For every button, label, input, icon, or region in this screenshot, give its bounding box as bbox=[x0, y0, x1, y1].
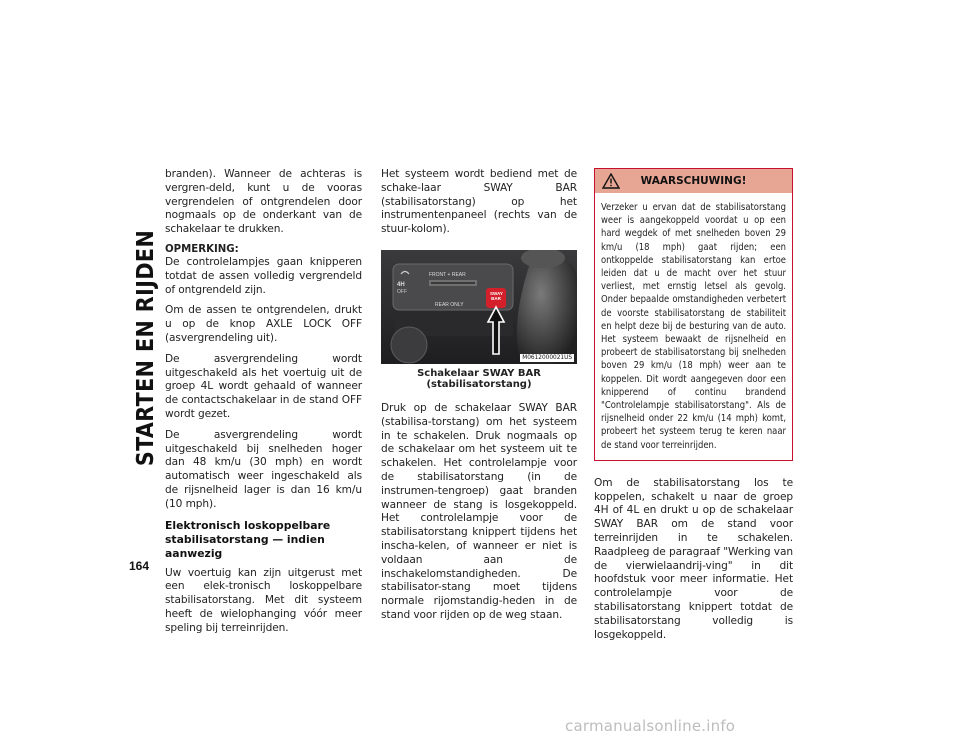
note-label: OPMERKING: bbox=[165, 243, 239, 255]
paragraph: branden). Wanneer de achteras is vergren-deld, kunt u de vooras vergrendelen of ontgrendelen door nogmaals op de onderkant van de schakelaar te drukken. bbox=[165, 168, 362, 236]
page-number: 164 bbox=[129, 559, 150, 573]
note-text: De controlelampjes gaan knipperen totdat de assen volledig vergrendeld of ontgrendeld zijn. bbox=[165, 255, 362, 296]
paragraph: De asvergrendeling wordt uitgeschakeld als het voertuig uit de groep 4L wordt gehaald of wanneer de contactschakelaar in de stand OFF wordt gezet. bbox=[165, 352, 362, 420]
figure-code: M0612000021US bbox=[522, 354, 572, 361]
figure-caption: Schakelaar SWAY BAR (stabilisatorstang) bbox=[417, 367, 541, 390]
warning-triangle-icon bbox=[602, 173, 620, 189]
panel-label-rear-only: REAR ONLY bbox=[435, 301, 464, 308]
sway-bar-switch-label: SWAY BAR bbox=[490, 290, 503, 301]
paragraph: Uw voertuig kan zijn uitgerust met een elek-tronisch loskoppelbare stabilisatorstang. Met dit systeem heeft de wielophanging vóór meer speling bij terreinrijden. bbox=[165, 566, 362, 634]
paragraph: Het systeem wordt bediend met de schake-laar SWAY BAR (stabilisatorstang) op het instrumentenpaneel (rechts van de stuur-kolom). bbox=[381, 168, 577, 236]
mode-label-4h: 4H bbox=[397, 281, 405, 288]
warning-header bbox=[595, 169, 792, 193]
warning-title: WAARSCHUWING! bbox=[640, 175, 747, 187]
panel-label-front-rear: FRONT + REAR bbox=[429, 271, 466, 278]
paragraph: De asvergrendeling wordt uitgeschakeld bij snelheden hoger dan 48 km/u (30 mph) en wordt automatisch weer ingeschakeld als de rijsnelheid lager is dan 16 km/u (10 mph). bbox=[165, 428, 362, 510]
paragraph: Om de stabilisatorstang los te koppelen, schakelt u naar de groep 4H of 4L en drukt u op de schakelaar SWAY BAR om de stand voor terreinrijden in te schakelen. Raadpleeg de paragraaf "Werking van de vierwielaandrij-ving" in dit hoofdstuk voor meer informatie. Het controlelampje voor de stabilisatorstang knippert totdat de stabilisatorstang volledig is losgekoppeld. bbox=[594, 476, 793, 641]
sway-bar-switch-photo bbox=[381, 250, 577, 364]
section-title: STARTEN EN RIJDEN bbox=[133, 229, 159, 467]
column-2 bbox=[381, 168, 577, 630]
mode-label-off: OFF bbox=[397, 288, 407, 295]
column-3 bbox=[594, 168, 793, 649]
paragraph: Om de assen te ontgrendelen, drukt u op de knop AXLE LOCK OFF (asvergrendeling uit). bbox=[165, 304, 362, 344]
watermark: carmanualsonline.info bbox=[565, 717, 736, 735]
warning-text: Verzeker u ervan dat de stabilisatorstang weer is aangekoppeld voordat u op een hard wegdek of met snelheden boven 29 km/u (18 mph) gaat rijden; een ontkoppelde stabilisatorstang kan ertoe leiden dat u de macht over het stuur verliest, met ernstig letsel als gevolg. Onder bepaalde omstandigheden verbetert de voorste stabilisatorstang de stabiliteit en helpt deze bij de besturing van de auto. Het systeem bewaakt de rijsnelheid en probeert de stabilisatorstang bij snelheden boven 29 km/u (18 mph) weer aan te koppelen. Dit wordt aangegeven door een knipperend of continu brandend "Controlelampje stabilisatorstang". Als de rijsnelheid onder 22 km/u (14 mph) komt, probeert het systeem terug te keren naar de stand voor terreinrijden. bbox=[601, 202, 786, 451]
section-heading: Elektronisch loskoppelbare stabilisatorstang — indien aanwezig bbox=[165, 518, 331, 560]
paragraph: Druk op de schakelaar SWAY BAR (stabilisa-torstang) om het systeem in te schakelen. Druk nogmaals op de schakelaar om het systeem uit te schakelen. Het controlelampje voor de stabilisatorstang (in de instrumen-tengroep) gaat branden wanneer de stang is losgekoppeld. Het controlelampje voor de stabilisatorstang knippert tijdens het inscha-kelen, of wanneer er niet is voldaan aan de inschakelomstandigheden. De stabilisator-stang moet tijdens normale rijomstandig-heden in de stand voor rijden op de weg staan. bbox=[381, 401, 577, 621]
column-1 bbox=[165, 168, 362, 643]
warning-box bbox=[594, 168, 793, 461]
